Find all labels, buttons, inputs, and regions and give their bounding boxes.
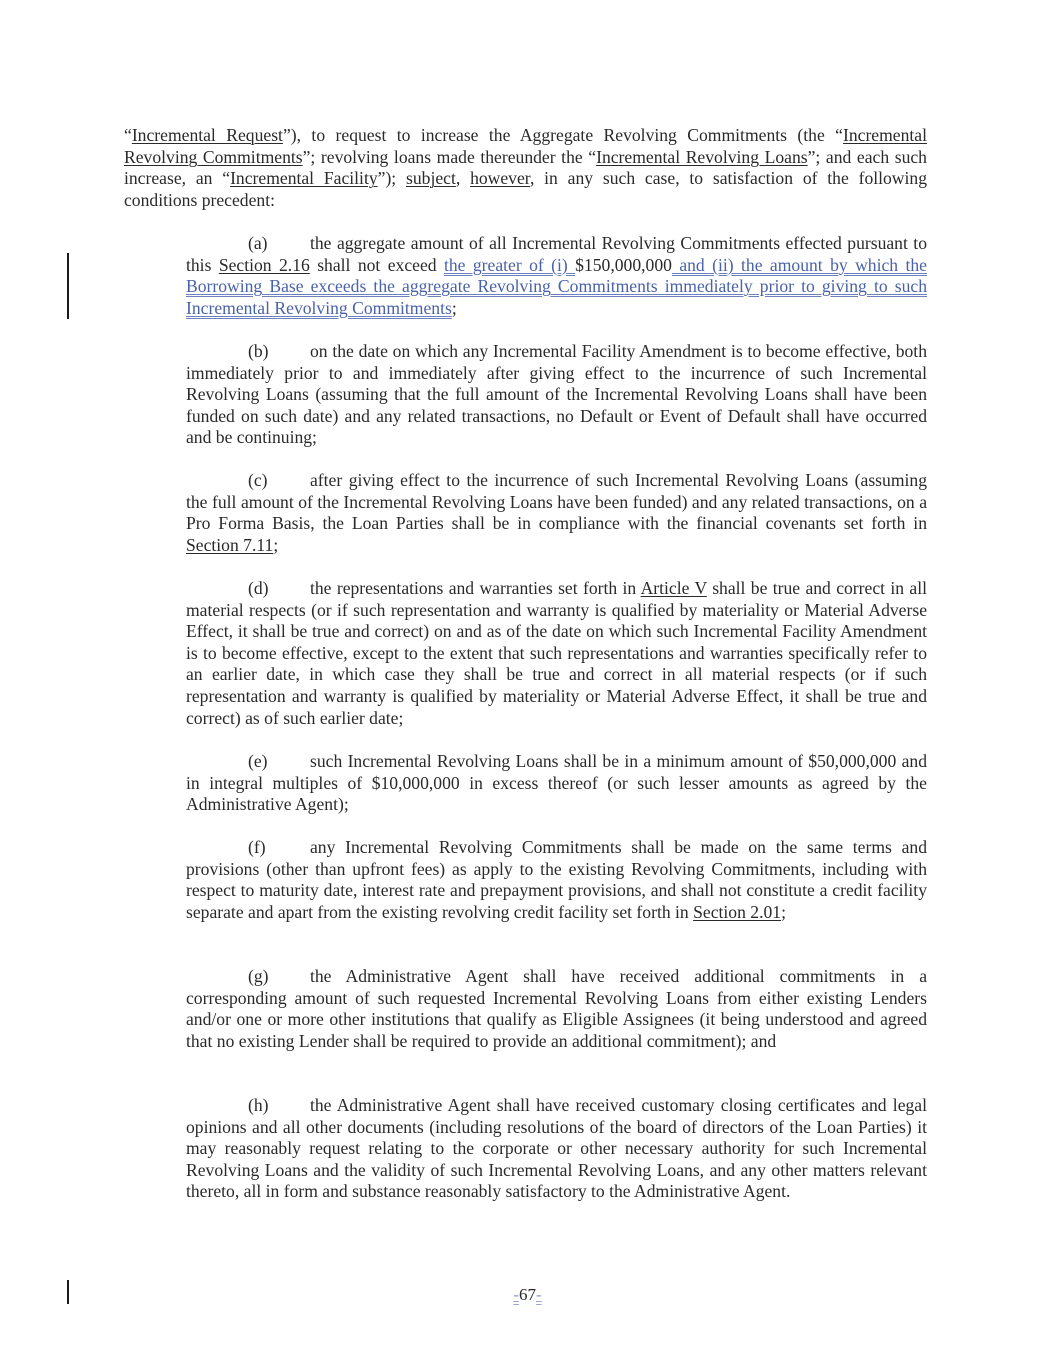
condition-g xyxy=(186,966,927,1052)
text-run: $150,000,000 xyxy=(575,254,672,275)
condition-label: (e) xyxy=(248,751,268,771)
text-run: “ xyxy=(124,125,132,145)
text-run: ”; and each such increase, an “ xyxy=(124,146,927,189)
text-run: any Incremental Revolving Commitments shall be made on the same terms and provisions (other than upfront fees) as apply to the existing Revolving Commitments, including with respect to maturity date, interest rate and prepayment provisions, and shall not constitute a credit facility separate and apart from the existing revolving credit facility set forth in xyxy=(186,837,927,922)
change-bar xyxy=(67,253,69,319)
text-run: the representations and warranties set forth in xyxy=(310,578,641,598)
text-run: the aggregate amount of all Incremental Revolving Commitments effected pursuant to this xyxy=(186,233,927,275)
text-run: after giving effect to the incurrence of such Incremental Revolving Loans (assuming the full amount of the Incremental Revolving Loans have been funded) and any related transactions, on a Pro Forma Basis, the Loan Parties shall be in compliance with the financial covenants set forth in xyxy=(186,470,927,534)
defined-term-incremental-facility: Incremental Facility xyxy=(230,168,378,189)
section-reference-link[interactable]: Section 2.16 xyxy=(218,254,310,275)
text-run: shall be true and correct in all material respects (or if such representation and warranty is qualified by materiality or Material Adverse Effect, it shall be true and correct) on and as of the date on which such Incremental Facility Amendment is to become effective, except to the extent that such representations and warranties specifically refer to an earlier date, in which case they shall be true and correct in all material respects (or if such representation and warranty is qualified by materiality or Material Adverse Effect, it shall be true and correct) as of such earlier date; xyxy=(186,578,927,728)
inserted-text: the greater of (i) xyxy=(443,254,576,275)
condition-label: (h) xyxy=(248,1095,269,1115)
text-run: ; xyxy=(781,901,786,922)
text-run: shall not exceed xyxy=(309,254,444,275)
condition-label: (d) xyxy=(248,578,269,598)
text-run: ; xyxy=(273,534,279,555)
condition-text: the Administrative Agent shall have received customary closing certificates and legal opinions and all other documents (including resolutions of the board of directors of the Loan Parties) it may reasonably request relating to the corporate or other necessary authority for such Incremental Revolving Loans and the validity of such Incremental Revolving Loans, and any other matters relevant thereto, all in form and substance reasonably satisfactory to the Administrative Agent. xyxy=(186,1095,927,1202)
condition-a xyxy=(186,233,927,319)
page-number-mark: - xyxy=(536,1285,542,1304)
condition-label: (a) xyxy=(248,233,268,253)
page-number xyxy=(0,1284,1055,1306)
defined-term-incremental-revolving-commitments: Incremental Revolving Commitments xyxy=(124,125,927,167)
intro-paragraph xyxy=(124,125,927,211)
condition-label: (g) xyxy=(248,966,269,986)
condition-b xyxy=(186,341,927,449)
condition-text: the Administrative Agent shall have received additional commitments in a corresponding amount of such requested Incremental Revolving Loans from either existing Lenders and/or one or more other institutions that qualify as Eligible Assignees (it being understood and agreed that no existing Lender shall be required to provide an additional commitment); and xyxy=(186,966,927,1051)
condition-f xyxy=(186,837,927,923)
section-reference-link[interactable]: Section 2.01 xyxy=(693,901,782,922)
condition-label: (c) xyxy=(248,470,268,490)
condition-c xyxy=(186,470,927,556)
condition-d xyxy=(186,578,927,729)
article-reference-link[interactable]: Article V xyxy=(640,578,707,598)
defined-term-incremental-revolving-loans: Incremental Revolving Loans xyxy=(596,146,808,167)
term-subject: subject xyxy=(406,168,456,189)
inserted-text: and (ii) the amount by which the Borrowing Base exceeds the aggregate Revolving Commitments immediately prior to giving to such Incremental Revolving Commitments xyxy=(186,254,927,318)
text-run: ”); xyxy=(377,168,407,189)
term-however: however xyxy=(470,168,530,189)
condition-h xyxy=(186,1095,927,1203)
defined-term-incremental-request: Incremental Request xyxy=(131,125,283,145)
page-number-value: 67 xyxy=(519,1285,536,1304)
condition-e xyxy=(186,751,927,816)
text-run: ; xyxy=(451,297,457,318)
condition-text: on the date on which any Incremental Facility Amendment is to become effective, both immediately prior to and immediately after giving effect to the incurrence of such Incremental Revolving Loans (assuming that the full amount of the Incremental Revolving Loans shall have been funded on such date) and any related transactions, no Default or Event of Default shall have occurred and be continuing; xyxy=(186,341,927,448)
condition-label: (b) xyxy=(248,341,269,361)
text-run: , in any such case, to satisfaction of the following conditions precedent: xyxy=(124,168,927,210)
condition-label: (f) xyxy=(248,837,266,857)
page-number-mark: - xyxy=(513,1285,519,1304)
text-run: ”), to request to increase the Aggregate Revolving Commitments (the “ xyxy=(282,125,843,145)
condition-text: such Incremental Revolving Loans shall be in a minimum amount of $50,000,000 and in integral multiples of $10,000,000 in excess thereof (or such lesser amounts as agreed by the Administrative Agent); xyxy=(186,751,927,815)
text-run: ”; revolving loans made thereunder the “ xyxy=(302,146,597,167)
text-run: , xyxy=(455,168,471,189)
section-reference-link[interactable]: Section 7.11 xyxy=(186,534,274,555)
